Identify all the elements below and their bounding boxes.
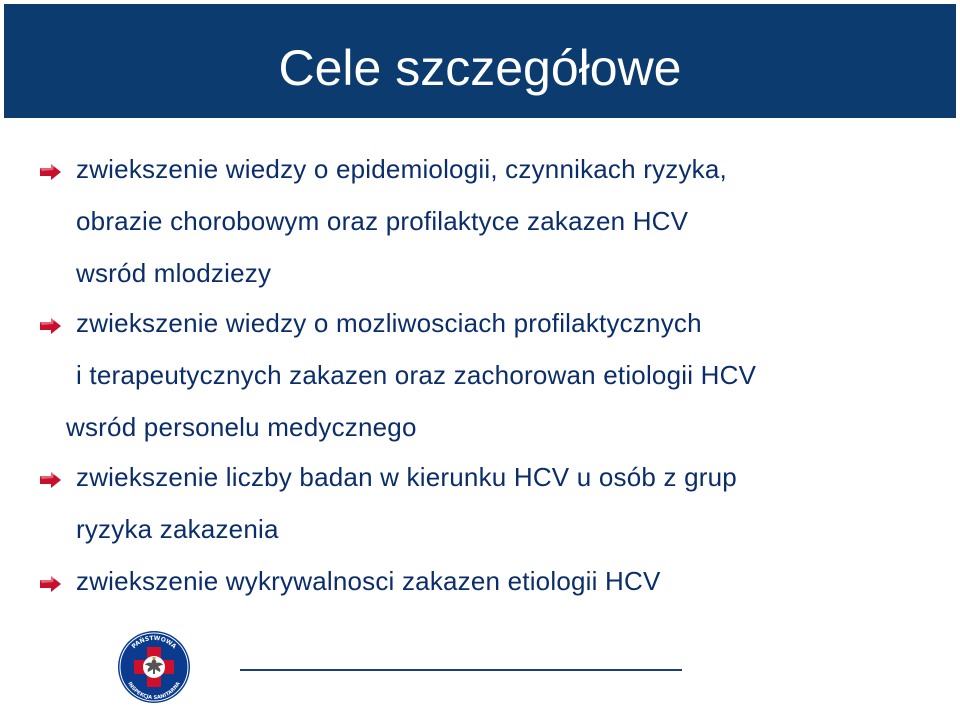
bullet-1-line-2: obrazie chorobowym oraz profilaktyce zakazen HCV	[76, 206, 689, 236]
bullet-4-line-1: zwiekszenie wykrywalnosci zakazen etiologii HCV	[76, 566, 661, 596]
bullet-arrow-icon	[40, 576, 62, 592]
bullet-2-line-3: wsród personelu medycznego	[66, 412, 417, 442]
bullet-1-line-1: zwiekszenie wiedzy o epidemiologii, czynnikach ryzyka,	[76, 154, 727, 184]
bullet-1-line-3: wsród mlodziezy	[76, 258, 272, 288]
logo-bottom-text: INSPEKCJA SANITARNA	[126, 681, 182, 702]
slide-title: Cele szczegółowe	[278, 40, 682, 96]
title-bar	[4, 4, 956, 118]
bullet-2-line-2: i terapeutycznych zakazen oraz zachorowan etiologii HCV	[76, 360, 757, 390]
bullet-3-line-2: ryzyka zakazenia	[76, 514, 279, 544]
logo-top-text: PAŃSTWOWA	[130, 634, 178, 651]
bullet-arrow-icon	[40, 318, 62, 334]
inspekcja-sanitarna-logo	[117, 630, 191, 704]
bullet-arrow-icon	[40, 472, 62, 488]
bullet-3-line-1: zwiekszenie liczby badan w kierunku HCV u osób z grup	[76, 462, 737, 492]
bullet-2-line-1: zwiekszenie wiedzy o mozliwosciach profilaktycznych	[76, 308, 702, 338]
bullet-arrow-icon	[40, 164, 62, 180]
footer-divider	[240, 669, 682, 671]
